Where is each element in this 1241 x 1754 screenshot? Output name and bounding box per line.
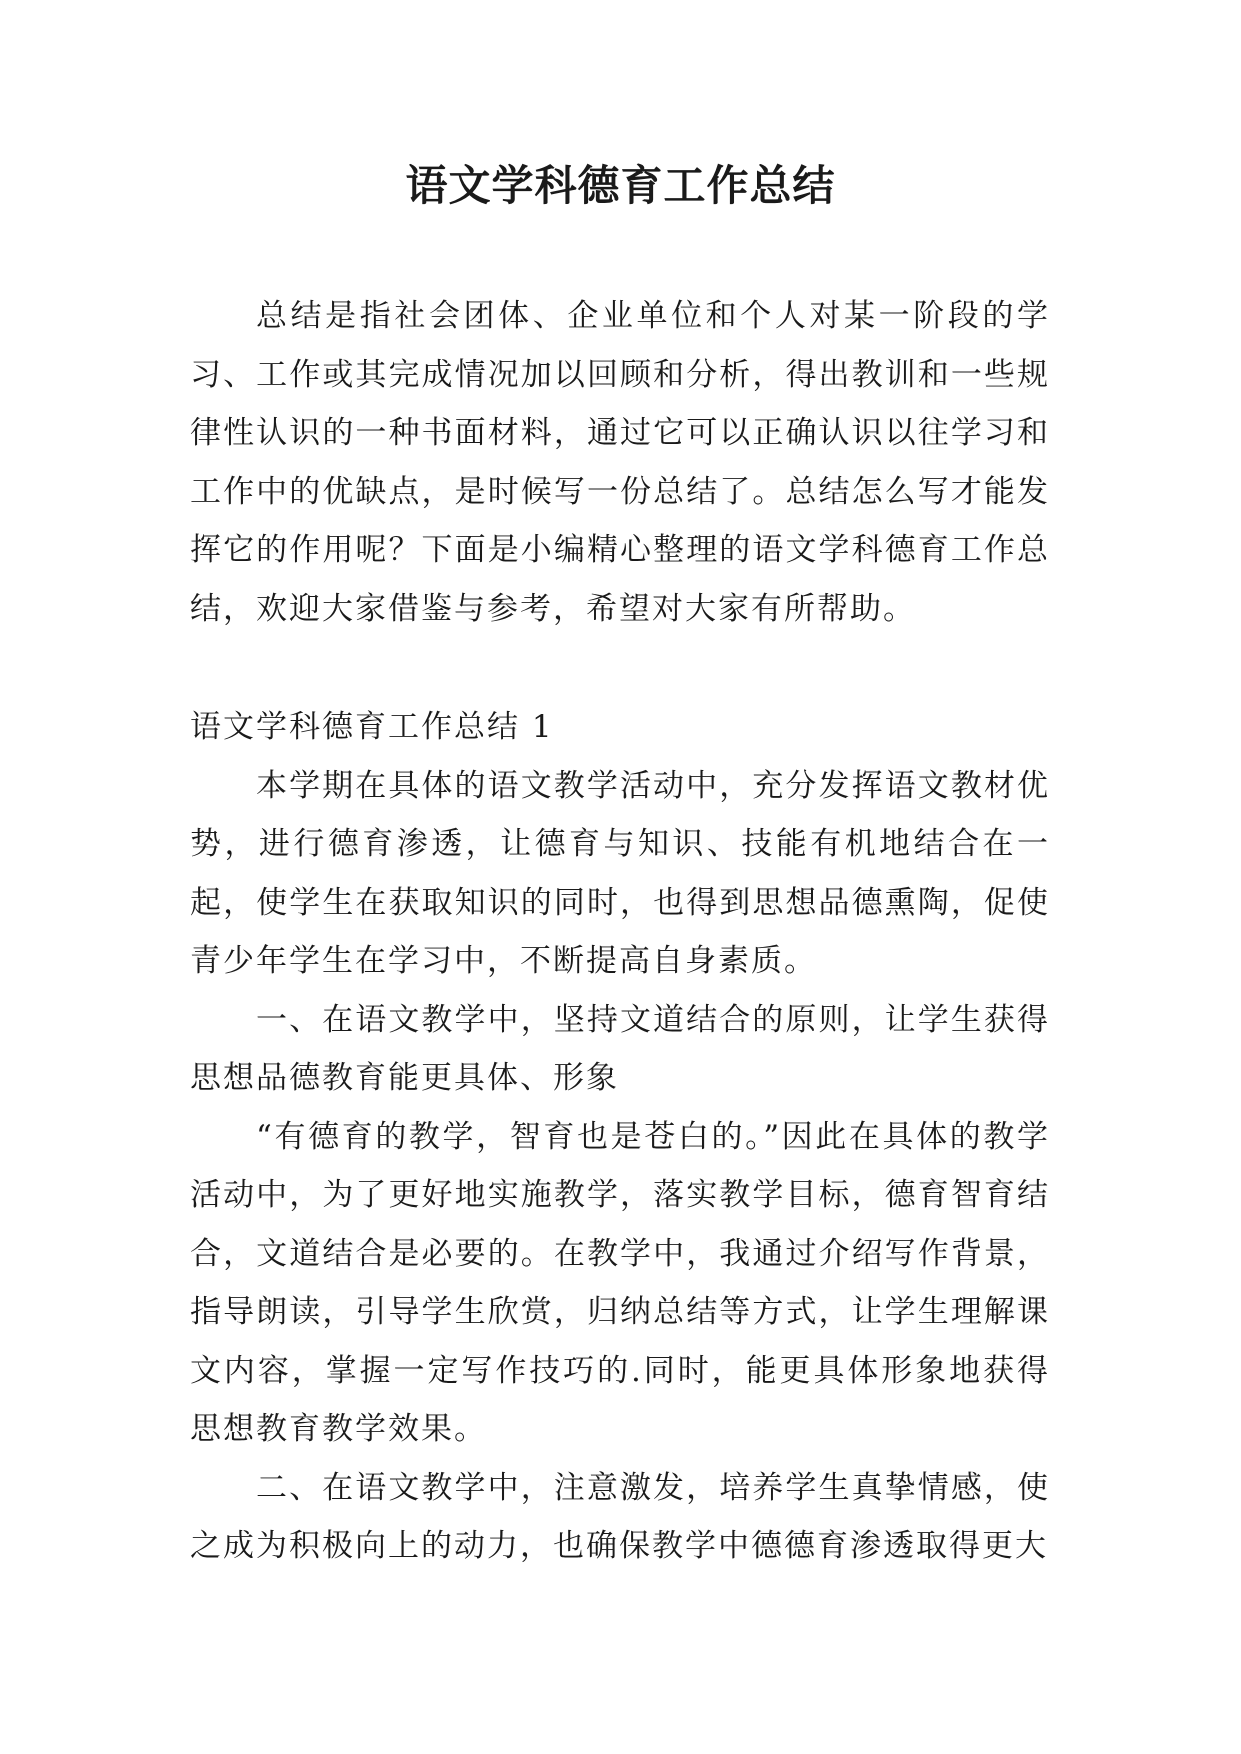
document-body <box>190 287 1050 1576</box>
body-paragraph: 二、在语文教学中，注意激发，培养学生真挚情感，使之成为积极向上的动力，也确保教学中德德育渗透取得更大 <box>190 1469 1050 1564</box>
body-paragraph: 一、在语文教学中，坚持文道结合的原则，让学生获得思想品德教育能更具体、形象 <box>190 1001 1050 1096</box>
document-title: 语文学科德育工作总结 <box>405 161 836 210</box>
body-paragraph: “有德育的教学，智育也是苍白的。”因此在具体的教学活动中，为了更好地实施教学，落实教学目标，德育智育结合，文道结合是必要的。在教学中，我通过介绍写作背景，指导朗读，引导学生欣赏，归纳总结等方式，让学生理解课文内容，掌握一定写作技巧的.同时，能更具体形象地获得思想教育教学效果。 <box>190 1118 1050 1447</box>
section-heading: 语文学科德育工作总结 1 <box>190 709 554 745</box>
intro-paragraph: 总结是指社会团体、企业单位和个人对某一阶段的学习、工作或其完成情况加以回顾和分析，得出教训和一些规律性认识的一种书面材料，通过它可以正确认识以往学习和工作中的优缺点，是时候写一份总结了。总结怎么写才能发挥它的作用呢？下面是小编精心整理的语文学科德育工作总结，欢迎大家借鉴与参考，希望对大家有所帮助。 <box>190 298 1050 627</box>
body-paragraph: 本学期在具体的语文教学活动中，充分发挥语文教材优势，进行德育渗透，让德育与知识、技能有机地结合在一起，使学生在获取知识的同时，也得到思想品德熏陶，促使青少年学生在学习中，不断提高自身素质。 <box>190 767 1050 979</box>
